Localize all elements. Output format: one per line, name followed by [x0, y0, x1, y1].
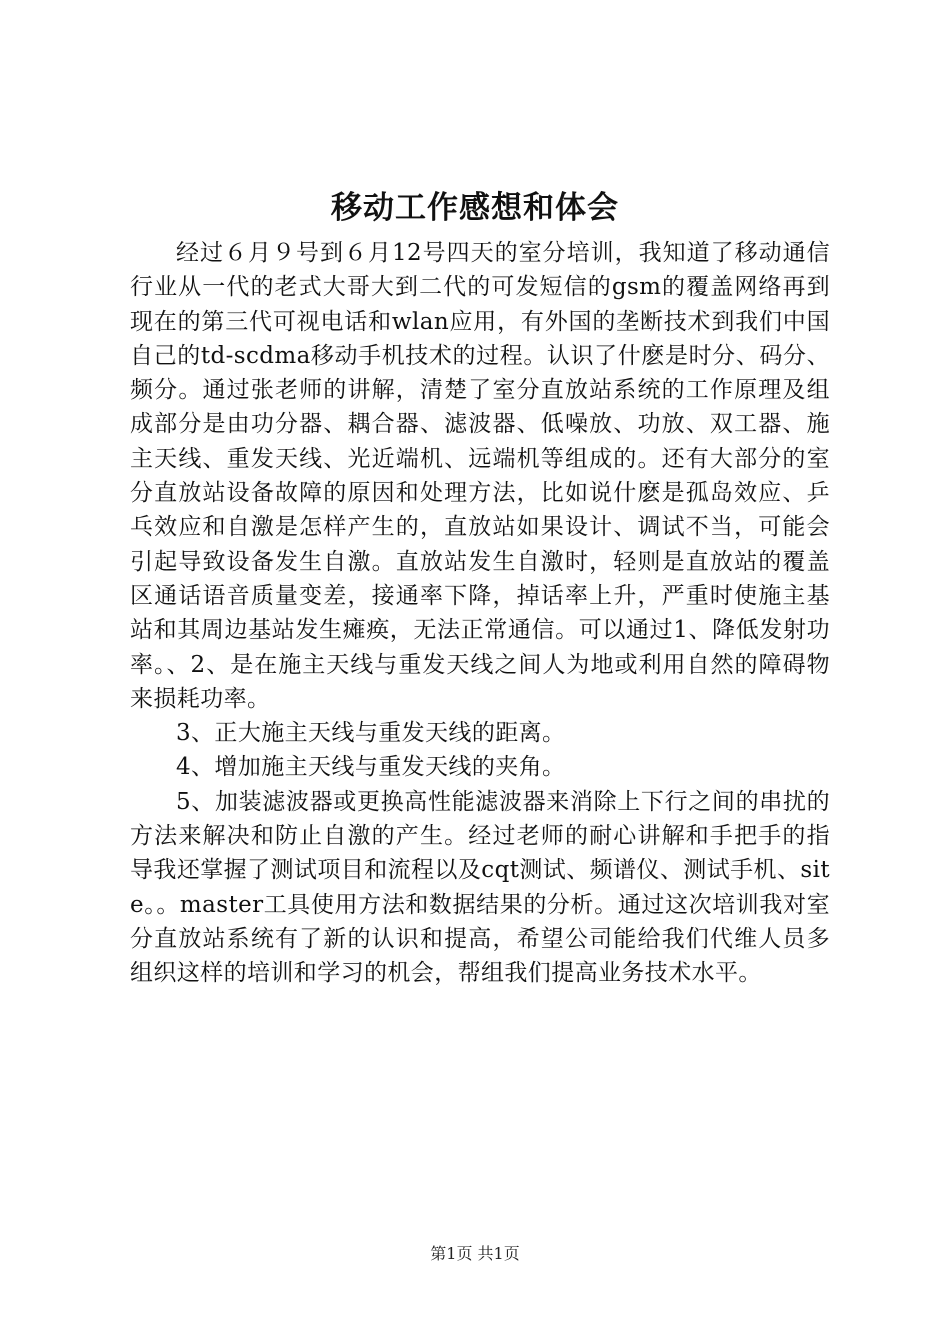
paragraph-2: 3、正大施主天线与重发天线的距离。: [176, 720, 566, 747]
document-body: [130, 236, 830, 991]
page-footer: 第1页 共1页: [430, 1244, 520, 1263]
document-title: 移动工作感想和体会: [331, 190, 619, 226]
paragraph-4: 5、加装滤波器或更换高性能滤波器来消除上下行之间的串扰的方法来解决和防止自激的产生。经过老师的耐心讲解和手把手的指导我还掌握了测试项目和流程以及cqt测试、频谱仪、测试手机、site。。master工具使用方法和数据结果的分析。通过这次培训我对室分直放站系统有了新的认识和提高，希望公司能给我们代维人员多组织这样的培训和学习的机会，帮组我们提高业务技术水平。: [130, 788, 830, 987]
paragraph-1: 经过６月９号到６月12号四天的室分培训，我知道了移动通信行业从一代的老式大哥大到二代的可发短信的gsm的覆盖网络再到现在的第三代可视电话和wlan应用，有外国的垄断技术到我们中国自己的td-scdma移动手机技术的过程。认识了什麽是时分、码分、频分。通过张老师的讲解，清楚了室分直放站系统的工作原理及组成部分是由功分器、耦合器、滤波器、低噪放、功放、双工器、施主天线、重发天线、光近端机、远端机等组成的。还有大部分的室分直放站设备故障的原因和处理方法，比如说什麽是孤岛效应、乒乓效应和自激是怎样产生的，直放站如果设计、调试不当，可能会引起导致设备发生自激。直放站发生自激时，轻则是直放站的覆盖区通话语音质量变差，接通率下降，掉话率上升，严重时使施主基站和其周边基站发生瘫痪，无法正常通信。可以通过1、降低发射功率。、2、是在施主天线与重发天线之间人为地或利用自然的障碍物来损耗功率。: [130, 240, 830, 712]
paragraph-3: 4、增加施主天线与重发天线的夹角。: [176, 754, 566, 781]
